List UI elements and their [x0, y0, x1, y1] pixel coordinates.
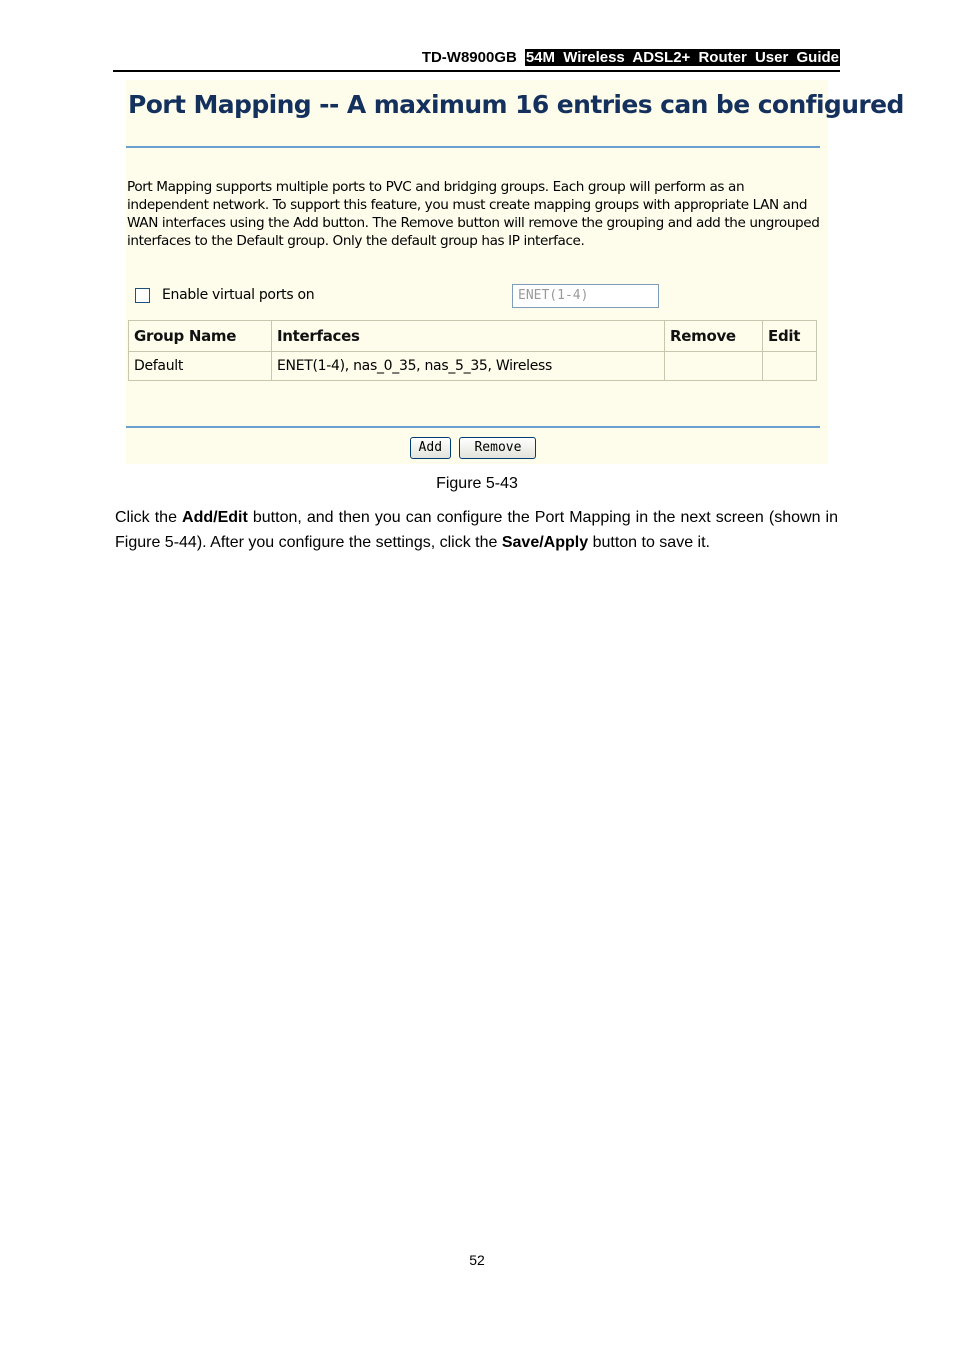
body-paragraph — [115, 505, 838, 555]
table-row — [129, 352, 816, 380]
cell-group-name: Default — [129, 352, 271, 380]
column-header-edit: Edit — [763, 321, 816, 351]
guide-title: 54M Wireless ADSL2+ Router User Guide — [525, 49, 839, 66]
cell-remove — [665, 352, 762, 380]
virtual-ports-field[interactable]: ENET(1-4) — [512, 284, 659, 308]
port-mapping-table — [128, 320, 817, 381]
virtual-ports-label: Enable virtual ports on — [162, 287, 315, 303]
body-bold-save-apply: Save/Apply — [501, 534, 589, 551]
column-header-remove: Remove — [665, 321, 762, 351]
body-text-2: button, and then you can configure the Port Mapping in the next screen (shown in Figure 5-44). After you configure the settings, click the — [115, 509, 838, 551]
port-mapping-description: Port Mapping supports multiple ports to PVC and bridging groups. Each group will perform as an independent network. To support this feature, you must create mapping groups with appropriate LAN and WAN interfaces using the Add button. The Remove button will remove the grouping and add the ungrouped interfaces to the Default group. Only the default group has IP interface. — [127, 179, 820, 249]
page-number: 52 — [469, 1252, 485, 1268]
model-name: TD-W8900GB — [421, 49, 517, 66]
button-row — [126, 437, 820, 459]
bottom-divider — [126, 426, 820, 428]
column-header-interfaces: Interfaces — [272, 321, 664, 351]
add-button[interactable]: Add — [410, 437, 451, 459]
body-text-1: Click the — [115, 509, 183, 526]
table-header-row — [129, 321, 816, 351]
figure-caption: Figure 5-43 — [436, 475, 518, 492]
cell-edit — [763, 352, 816, 380]
column-header-group-name: Group Name — [129, 321, 271, 351]
body-text-3: button to save it. — [588, 534, 710, 551]
remove-button[interactable]: Remove — [459, 437, 536, 459]
virtual-ports-row — [135, 287, 314, 303]
body-bold-add-edit: Add/Edit — [182, 509, 248, 526]
page-header — [113, 48, 840, 72]
title-divider — [126, 146, 820, 148]
port-mapping-screenshot — [126, 80, 904, 464]
port-mapping-title: Port Mapping -- A maximum 16 entries can be configured — [128, 90, 904, 119]
enable-virtual-ports-checkbox[interactable] — [135, 288, 150, 303]
cell-interfaces: ENET(1-4), nas_0_35, nas_5_35, Wireless — [272, 352, 664, 380]
